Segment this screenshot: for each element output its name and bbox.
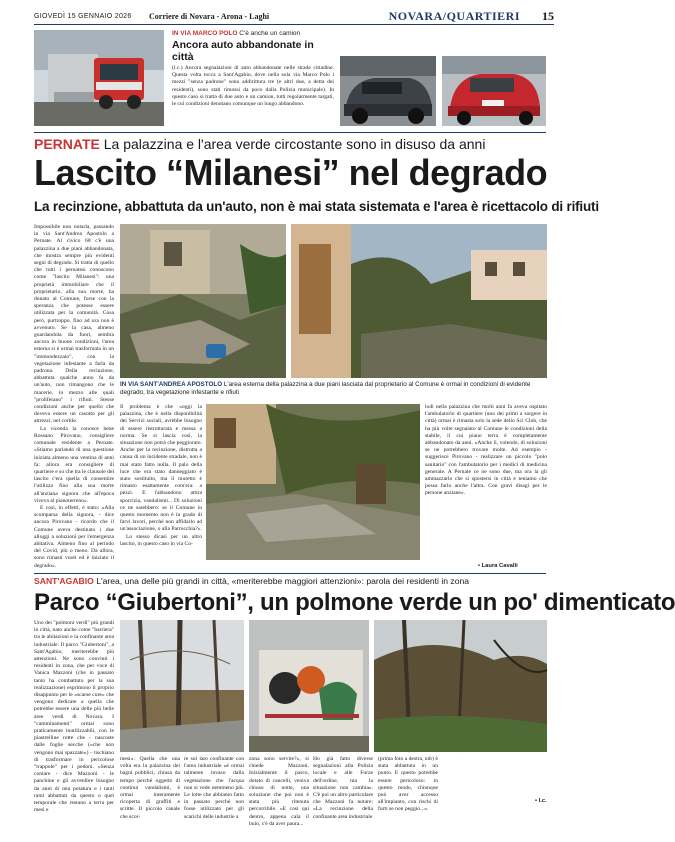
divider-top (34, 132, 546, 133)
section-name: NOVARA/QUARTIERI (388, 9, 520, 23)
article1-kicker-text: La palazzina e l'area verde circostante sono in disuso da anni (103, 136, 486, 152)
brief-text: (l.c.) Ancora segnalazioni di auto abbandonate nelle strade cittadine. Questa volta tocca a Sant'Agabio, dove nella sola via Marco Polo i mezzi "senza padrone" sono addirittura tre (e altri due, a detta dei residenti), sono stati rimossi da poco dalla Polizia municipale). In questo caso si tratta di due auto e un camion, tutti regolarmente targati, le cui condizioni denotano comunque un lungo abbandono. (172, 65, 334, 108)
article2-col3: re sul lato confinante con l'area industriale «è ormai talmente invaso dalla vegetazione che l'acqua non si vede nemmeno più. Le lotte che abbiamo fatto in passato perché non fosse utilizzato per gli scarichi delle industrie a (184, 756, 244, 820)
newspaper-brand: Corriere di Novara - Arona - Laghi (149, 12, 270, 21)
article2-col4: zona sono servite?», si chiede Mazzoni. Inizialmente il parco, dotato di cancelli, veniva chiuso di notte, una soluzione che poi non è stata più ritenuta percorribile. «E così quì dentro, appena cala il buio, c'è da aver paura... (249, 756, 309, 827)
article1-kicker: PERNATE (34, 136, 100, 152)
article1-photo-caption (120, 381, 547, 396)
page-header (34, 8, 554, 25)
photo-car-grey (340, 56, 436, 126)
photo-canal-vegetation (374, 620, 547, 752)
article1-kicker-line (34, 136, 554, 152)
photo-garden-debris (206, 404, 420, 560)
article2-headline: Parco “Giubertoni”, un polmone verde un po' dimenticato (34, 589, 675, 616)
article1-col3: lodi nella palazzina che molti anni fa aveva ospitato l'ambulatorio di quartiere (uno dei primi a sorgere in città) ormai è rimasta solo la sede dello Sci Club, che ha più volte segnalato al Comune le condizioni della stabile, il cui piano terra è completamente abbandonato da anni. «Anche lì, volendo, di soluzioni se ne potrebbero trovare molte. Ad esempio - suggerisce Pirovano - realizzare un piccolo "polo sanitario" con l'ambulatorio per i medici di medicina generale. A Pernate ce ne sono due, ma ora la gli ammazzarlo che si spostersi in città e teniamo che possa farlo anche l'altra. Con gravi disagi per le persone anziane». (425, 404, 547, 497)
article1-caption-kicker: IN VIA SANT'ANDREA APOSTOLO (120, 381, 223, 388)
article2-col2: mesi». Quella che una volta era la palazzina dei bagni pubblici, chiusa da tempo perché oggetto di continui vandalismi, è ormai interamente ricoperta di graffiti e scritte. Il piccolo canale che scor- (120, 756, 180, 820)
article1-caption-text: L'area esterna della palazzina a due piani lasciata dal proprietario al Comune è ormai in condizioni di evidente degrado, tra vegetazione infestante e rifiuti (120, 381, 531, 396)
article1-headline: Lascito “Milanesi” nel degrado (34, 152, 548, 193)
article2-col1: Uno dei "polmoni verdi" più grandi in città, nato anche come "barriera" tra le abitazioni e la confinante area industriale. Il parco "Giubertoni", a Sant'Agabio, meriterebbe più attenzioni. Ne sono convinti i residenti in zona, che per voce di Vanica Mazzoni (che in passato tanto ha combattuto per la sua realizzazione) esprimono il proprio disappunto per le «scarse cure» che vengono dedicate a quella che potrebbe essere una delle più belle aree verdi di Novara. I "camminamenti" ormai sono praticamente inutilizzabili, con le piastrelline rotte che - nascoste dalle foglie secche («che non vengono mai spazzate») - rischiano di trasformare in pericolose "trappole" per i pedoni. «Senza contare - dice Mazzoni - le panchine e gli avvenibre bisogno da anni di una potatura e i tanti rami abbattuti da questo o quel temporale che restano a terra per mesi e (34, 620, 114, 814)
article1-col1: Impossibile non notarla, passando in via Sant'Andrea Apostolo a Pernate. Al civico 68 c'è una palazzina a due piani abbandonata, che mostra sempre più evidenti segni di degrado. Si tratta di quello che tutti i pernatesi conoscono come "lascito Milanesi": una proprietà immobiliare che il proprietario, alla sua morte, ha donato al Comune, forse con la speranza che potesse essere utilizzata per la comunità. Cosa però, purtroppo, fino ad ora non è avvenuto. Se la casa, almeno guardandola da fuori, sembra ancora in buone condizioni, l'area esterna si è ormai trasformata in un "immondezzaio", con la vegetazione infestante a farla da padrona. Della recinzione, abbattuta qualche anno fa da un'auto, non rimangono che le macerie, in mezzo alle quali "proliferano" i rifiuti. Stesse condizioni anche per quello che doveva essere un casotto per gli attrezzi, nel cortile. La vicenda la conosce bene Rossano Pirovano, consigliere comunale residente a Pernate. «Stiamo parlando di una questione iniziata almeno una ventina di anni fa: allora era consigliere di quartiere e so che tra le clausole del lascito c'era quella di consentire l'utilizzo fino alla sua morte all'anziana signora che all'epoca viveva al pianoterreno». E così, in effetti, è stato: «Alla scomparsa della signora, - dice ancora Pirovano - ricordo che il Comune aveva destinato i due alloggi a soluzioni per l'emergenza abitativa. Almeno fino al periodo del Covid, più o meno. Da allora, sono rimasti vuoti ed è iniziato il degrado». (34, 224, 114, 569)
article2-col5: Ho già fatto diverse segnalazioni alla Polizia locale e alle Forze dell'ordine, ma la situazione non cambia». C'è poi un altro particolare che Mazzoni fa notare: «La recinzione della confinante area industriale (313, 756, 373, 820)
photo-park-path (120, 620, 244, 752)
article2-kicker: SANT'AGABIO (34, 576, 94, 586)
issue-date: GIOVEDÌ 15 GENNAIO 2026 (34, 13, 132, 20)
article2-kicker-text: L'area, una delle più grandi in città, «meriterebbe maggiori attenzioni»: parola dei residenti in zona (96, 576, 470, 586)
photo-truck (34, 30, 164, 126)
article1-col2: Il problema è che «oggi la palazzina, che è nella disponibilità dei Servizi sociali, avrebbe bisogno di essere ristrutturata e messa a norma. Se si lascia così, la situazione non potrà che peggiorare. Anche per la recinzione, distrutta a causa di un incidente stradale, non è mai stato fatto nulla. Il palo della luce che era stato danneggiato è stato sostituito, ma il muretto è rimasto esattamente com'era: a pezzi. E l'abbandono attira sporcizia, vandalismi... Di soluzioni ce ne sarebbero: se il Comune in questo momento non è in grado di farvi lavori, perché non affidarlo ad un'associazione, o alla Parrocchia?». Lo stesso dicasi per un altro lascito, in questo caso in via Co- (120, 404, 202, 547)
brief-box (172, 30, 334, 108)
article2-signature: • l.c. (535, 798, 547, 804)
article2-kicker-line (34, 576, 554, 586)
brief-kicker: IN VIA MARCO POLO (172, 30, 238, 37)
divider-mid (34, 573, 546, 574)
brief-kicker-note: C'è anche un camion (239, 30, 301, 37)
article1-subhead: La recinzione, abbattuta da un'auto, non è mai stata sistemata e l'area è ricettacolo di rifiuti (34, 199, 599, 214)
photo-graffiti-building (249, 620, 369, 752)
page-number: 15 (542, 9, 554, 23)
article2-col6: (prima foto a destra, ndr) è stata abbattuta in un punto. E questo potrebbe essere pericoloso: in questo modo, chiunque può aver accesso all'impianto, con rischi di furti se non peggio...». (378, 756, 438, 813)
brief-title: Ancora auto abbandonate in città (172, 39, 314, 63)
photo-house-wall (291, 224, 547, 378)
article1-signature: • Laura Cavalli (478, 563, 518, 569)
photo-house-rubble (120, 224, 286, 378)
photo-car-red (442, 56, 546, 126)
